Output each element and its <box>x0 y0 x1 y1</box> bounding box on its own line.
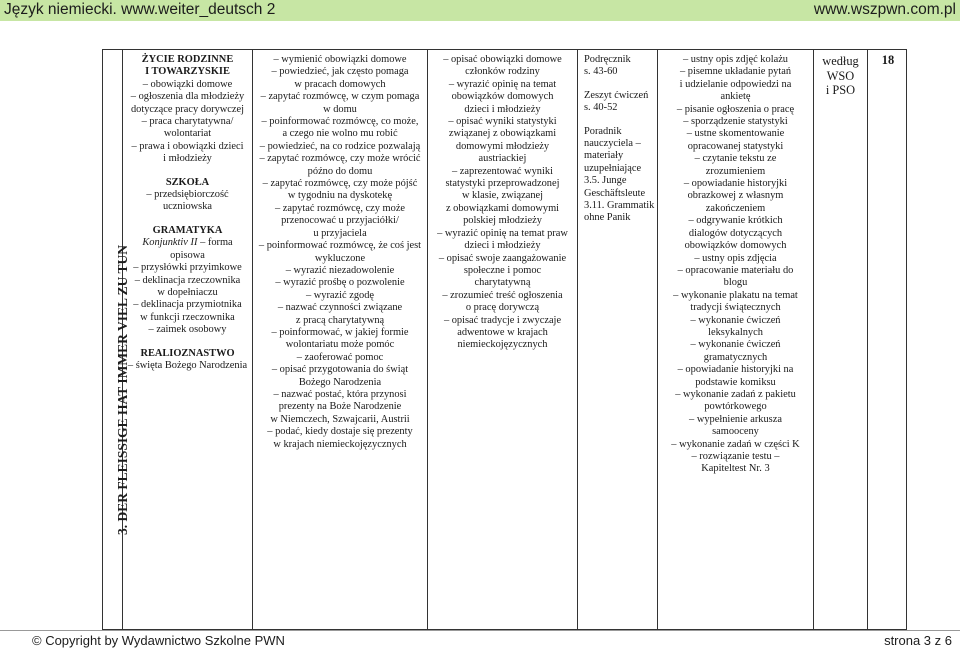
realia-heading: REALIOZNASTWO <box>140 347 235 359</box>
theme-heading: ŻYCIE RODZINNE <box>141 54 234 65</box>
activity-line: gramatycznych <box>703 351 768 363</box>
grammar-line: – deklinacja przymiotnika <box>133 299 242 311</box>
material-line: 3.5. Junge <box>584 175 627 187</box>
activity-line: – opowiadanie historyjki na <box>677 364 794 376</box>
skill-line: a czego nie wolno mu robić <box>282 128 398 140</box>
skill-line: – poinformować rozmówcę, co może, <box>261 116 419 128</box>
activity-line: – sporządzenie statystyki <box>683 116 788 128</box>
skill-line: u przyjaciela <box>313 227 367 239</box>
footer-divider <box>0 630 960 631</box>
skill-line: – wyrazić zgodę <box>305 289 375 301</box>
page-number: strona 3 z 6 <box>884 633 952 648</box>
skill-line: – opisać obowiązki domowe <box>443 54 562 65</box>
skill-line: przenocować u przyjaciółki/ <box>281 215 399 227</box>
activity-line: – rozwiązanie testu – <box>691 451 780 462</box>
activity-line: – czytanie tekstu ze <box>694 153 777 165</box>
skills-cell-2-list <box>428 54 577 352</box>
material-line: Zeszyt ćwiczeń <box>584 89 649 101</box>
activity-line: – wypełnienie arkusza <box>689 413 782 425</box>
skill-line: – zapytać rozmówcę, czy może <box>274 202 406 214</box>
skill-line: Bożego Narodzenia <box>298 376 382 388</box>
skill-line: w pracach domowych <box>294 78 386 90</box>
top-header-bar <box>0 0 960 21</box>
themes-cell <box>123 54 252 372</box>
skill-line: późno do domu <box>307 165 373 177</box>
skill-line: – zaprezentować wyniki <box>452 165 553 177</box>
skill-line: o pracę dorywczą <box>465 302 540 314</box>
skill-line: dzieci i młodzieży <box>464 240 541 252</box>
skill-line: w domu <box>323 103 357 115</box>
skill-line: – powiedzieć, jak często pomaga <box>271 66 409 78</box>
assessment-line: według <box>822 54 859 68</box>
skill-line: – poinformować, w jakiej formie <box>271 326 409 338</box>
grammar-line: w funkcji rzeczownika <box>140 311 235 323</box>
skill-line: związanej z obowiązkami <box>448 128 557 140</box>
skill-line: – wyrazić opinię na temat praw <box>437 227 568 239</box>
activity-line: – opowiadanie historyjki <box>683 178 788 190</box>
skill-line: dzieci i młodzieży <box>464 103 541 115</box>
theme-line: – prawa i obowiązki dzieci <box>131 140 244 152</box>
material-line: Podręcznik <box>584 54 631 65</box>
skill-line: – opisać tradycje i zwyczaje <box>443 314 562 326</box>
activity-line: – wykonanie plakatu na temat <box>673 289 798 301</box>
material-line: 3.11. Grammatik <box>584 200 655 212</box>
theme-line: dotyczące pracy dorywczej <box>130 103 245 115</box>
material-line: uzupełniające <box>584 162 642 174</box>
activity-line: podstawie komiksu <box>695 376 776 388</box>
school-heading: SZKOŁA <box>165 176 210 188</box>
skill-line: – opisać przygotowania do świąt <box>271 364 409 376</box>
grammar-line: Konjunktiv II – forma <box>142 237 233 249</box>
skill-line: z pracą charytatywną <box>295 314 385 326</box>
column-divider <box>813 50 814 629</box>
skill-line: adwentowe w krajach <box>457 326 548 338</box>
theme-line: – obowiązki domowe <box>142 78 233 90</box>
hours-value: 18 <box>881 53 895 67</box>
skill-line: – zapytać rozmówcę, czy może pójść <box>262 178 418 190</box>
assessment-line: i PSO <box>825 83 856 97</box>
skill-line: wolontariatu może pomóc <box>285 339 395 351</box>
material-line: Geschäftsleute <box>584 187 646 199</box>
theme-line: uczniowska <box>162 201 213 213</box>
skill-line: – poinformować rozmówcę, że coś jest <box>258 240 422 252</box>
grammar-heading: GRAMATYKA <box>152 224 223 236</box>
skill-line: prezenty na Boże Narodzenie <box>278 401 402 413</box>
material-line: nauczyciela – <box>584 138 641 150</box>
column-divider <box>252 50 253 629</box>
activity-line: ankietę <box>720 91 751 103</box>
skill-line: – wyrazić niezadowolenie <box>285 264 395 276</box>
activities-cell-list <box>658 54 813 476</box>
activity-line: blogu <box>723 277 748 289</box>
activity-line: – ustny opis zdjęć kolażu <box>682 54 789 65</box>
skill-line: polskiej młodzieży <box>463 215 542 227</box>
skill-line: obowiązków domowych <box>451 91 554 103</box>
theme-line: – przedsiębiorczość <box>146 189 229 201</box>
theme-heading: I TOWARZYSKIE <box>145 66 230 78</box>
material-line: materiały <box>584 150 624 162</box>
skill-line: – zapytać rozmówcę, czy może wrócić <box>259 153 421 165</box>
material-line: s. 43-60 <box>584 66 618 78</box>
activity-line: – wykonanie ćwiczeń <box>690 314 781 326</box>
activity-line: – wykonanie zadań w części K <box>671 438 800 450</box>
konjunktiv-term: Konjunktiv II <box>142 237 198 249</box>
activity-line: obowiązków domowych <box>684 240 787 252</box>
skill-line: – wyrazić opinię na temat <box>448 78 557 90</box>
activity-line: leksykalnych <box>708 326 763 338</box>
realia-line: – święta Bożego Narodzenia <box>127 359 248 371</box>
skills-cell-1-list <box>254 54 426 451</box>
skill-line: charytatywną <box>474 277 531 289</box>
skill-line: w tygodniu na dyskotekę <box>287 190 393 202</box>
activity-line: Kapiteltest Nr. 3 <box>701 463 770 475</box>
skill-line: w Niemczech, Szwajcarii, Austrii <box>270 413 410 425</box>
skill-line: społeczne i pomoc <box>463 264 542 276</box>
material-line: ohne Panik <box>584 212 631 224</box>
grammar-line: – deklinacja rzeczownika <box>134 274 241 286</box>
activity-line: – opracowanie materiału do <box>677 264 794 276</box>
activity-line: – ustny opis zdjęcia <box>694 252 777 264</box>
skill-line: – zrozumieć treść ogłoszenia <box>442 289 563 301</box>
skill-line: w klasie, związanej <box>461 190 544 202</box>
skill-line: – podać, kiedy dostaje się prezenty <box>267 426 413 438</box>
copyright-text: © Copyright by Wydawnictwo Szkolne PWN <box>32 633 285 648</box>
hours-cell <box>868 54 908 66</box>
activity-line: dialogów dotyczących <box>688 227 783 239</box>
theme-line: wolontariat <box>163 128 212 140</box>
skill-line: statystyki przeprowadzonej <box>445 178 560 190</box>
skill-line: – zapytać rozmówcę, w czym pomaga <box>260 91 420 103</box>
activity-line: opracowanej statystyki <box>687 140 784 152</box>
grammar-line: – przysłówki przyimkowe <box>133 262 242 274</box>
skill-line: – wyrazić prośbę o pozwolenie <box>275 277 405 289</box>
skill-line: – nazwać postać, która przynosi <box>273 388 407 400</box>
activity-line: tradycji świątecznych <box>690 302 781 314</box>
materials-cell <box>584 54 656 225</box>
activity-line: powtórkowego <box>704 401 767 413</box>
grammar-line: w dopełniaczu <box>157 286 218 298</box>
curriculum-table <box>102 49 907 630</box>
skill-line: austriackiej <box>478 153 527 165</box>
activity-line: zrozumieniem <box>705 165 766 177</box>
skill-line: członków rodziny <box>465 66 540 78</box>
header-title: Język niemiecki. www.weiter_deutsch 2 <box>4 1 276 18</box>
skill-line: – opisać wyniki statystyki <box>448 116 557 128</box>
activity-line: – wykonanie ćwiczeń <box>690 339 781 351</box>
skill-line: – nazwać czynności związane <box>277 302 403 314</box>
activity-line: samooceny <box>712 426 759 438</box>
material-line: Poradnik <box>584 125 622 137</box>
skill-line: w krajach niemieckojęzycznych <box>273 438 407 450</box>
activity-line: zakończeniem <box>705 202 766 214</box>
activity-line: – pisanie ogłoszenia o pracę <box>676 103 795 115</box>
theme-line: – praca charytatywna/ <box>141 116 234 128</box>
skill-line: – wymienić obowiązki domowe <box>273 54 407 65</box>
header-url[interactable]: www.wszpwn.com.pl <box>813 1 956 18</box>
assessment-cell <box>814 54 867 98</box>
column-divider <box>867 50 868 629</box>
skill-line: niemieckojęzycznych <box>457 339 548 351</box>
skill-line: z obowiązkami domowymi <box>445 202 560 214</box>
material-line: s. 40-52 <box>584 102 618 114</box>
skill-line: – zaoferować pomoc <box>296 351 384 363</box>
theme-line: i młodzieży <box>163 153 212 165</box>
grammar-line: opisowa <box>170 249 205 261</box>
section-title: 3. DER FLEISSIGE HAT IMMER VIEL ZU TUN <box>115 244 130 536</box>
assessment-line: WSO <box>826 68 855 83</box>
activity-line: i udzielanie odpowiedzi na <box>679 78 792 90</box>
activity-line: – odgrywanie krótkich <box>688 215 783 227</box>
column-divider <box>577 50 578 629</box>
grammar-line: – zaimek osobowy <box>148 324 227 336</box>
skill-line: domowymi młodzieży <box>455 140 550 152</box>
activity-line: – wykonanie zadań z pakietu <box>675 388 796 400</box>
activity-line: – pisemne układanie pytań <box>679 66 792 78</box>
theme-line: – ogłoszenia dla młodzieży <box>130 91 245 103</box>
activity-line: – ustne skomentowanie <box>686 128 785 140</box>
skill-line: – powiedzieć, na co rodzice pozwalają <box>259 140 421 152</box>
skill-line: wykluczone <box>314 252 366 264</box>
skill-line: – opisać swoje zaangażowanie <box>438 252 567 264</box>
activity-line: obrazkowej z własnym <box>687 190 784 202</box>
